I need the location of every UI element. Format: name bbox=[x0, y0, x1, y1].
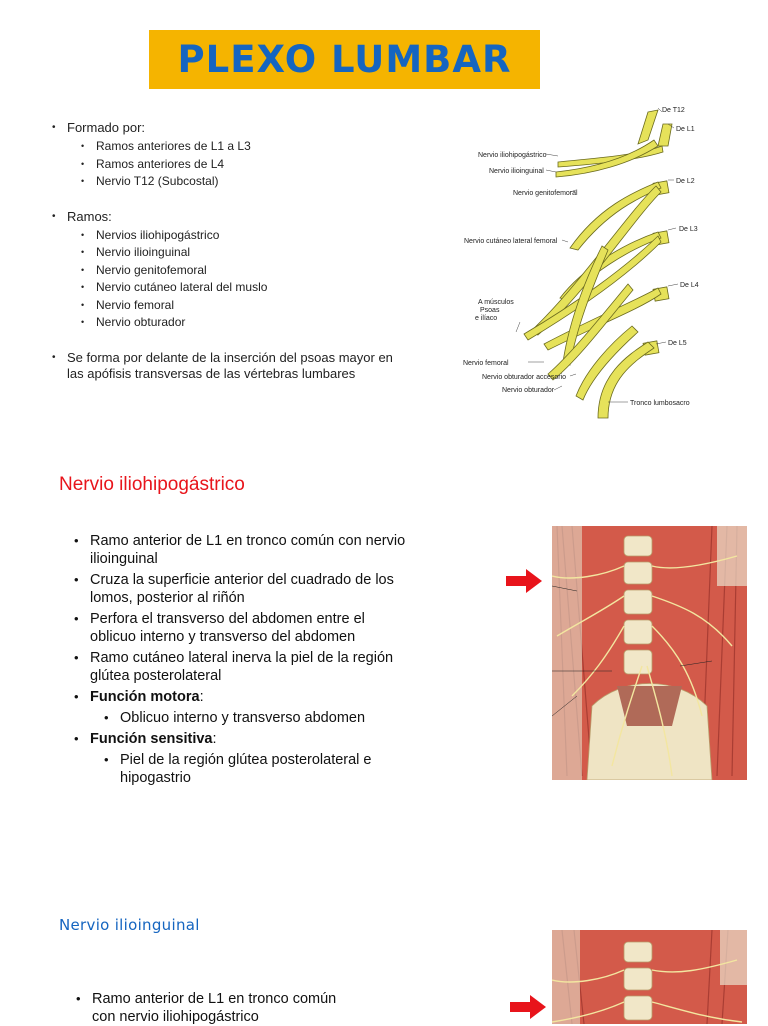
list-item: • Nervio femoral bbox=[81, 297, 442, 315]
iliohypogastric-bullets bbox=[74, 532, 454, 787]
motor-label: Función motora bbox=[90, 689, 200, 705]
anatomy-illustration bbox=[552, 526, 747, 780]
list-item: • Nervios iliohipogástrico bbox=[81, 227, 442, 245]
section-heading-iliohypogastric: Nervio iliohipogástrico bbox=[59, 474, 245, 495]
list-item bbox=[74, 649, 454, 685]
bullet-line: lomos, posterior al riñón bbox=[90, 590, 245, 606]
list-item: • Ramos anteriores de L4 bbox=[81, 156, 442, 174]
arrow-right-icon bbox=[506, 569, 542, 593]
bullet-line: Cruza la superficie anterior del cuadrado de los bbox=[90, 572, 394, 588]
section-heading-ilioinguinal: Nervio ilioinguinal bbox=[59, 916, 200, 934]
list-item bbox=[74, 571, 454, 607]
nerve-label: Nervio femoral bbox=[463, 360, 509, 367]
note-line: Se forma por delante de la inserción del psoas mayor en bbox=[67, 349, 393, 365]
list-item bbox=[74, 532, 454, 568]
formed-by-item bbox=[52, 120, 442, 191]
muscle-label: Psoas bbox=[480, 307, 500, 314]
list-item: • Nervio cutáneo lateral del muslo bbox=[81, 279, 442, 297]
level-label-t12: De T12 bbox=[662, 107, 685, 114]
bullet-line: Ramo anterior de L1 en tronco común bbox=[92, 991, 337, 1007]
formation-note bbox=[52, 350, 442, 382]
bullet-line: Ramo cutáneo lateral inerva la piel de la región bbox=[90, 650, 394, 666]
list-item: • Oblicuo interno y transverso abdomen bbox=[104, 709, 454, 727]
nerve-label: Nervio genitofemoral bbox=[513, 190, 578, 197]
bullet-line: glútea posterolateral bbox=[90, 668, 222, 684]
colon: : bbox=[212, 731, 217, 747]
bullet-line: ilioinguinal bbox=[90, 551, 158, 567]
lumbar-plexus-diagram bbox=[458, 100, 708, 425]
formed-by-label: Formado por: bbox=[67, 120, 146, 135]
arrow-right-icon bbox=[510, 995, 546, 1019]
list-item: • Nervio genitofemoral bbox=[81, 262, 442, 280]
muscle-label: e ilíaco bbox=[475, 315, 498, 322]
level-label-l3: De L3 bbox=[679, 226, 698, 233]
list-item bbox=[76, 990, 436, 1026]
nerve-label: Nervio ilioinguinal bbox=[489, 168, 544, 175]
level-label-l2: De L2 bbox=[676, 178, 695, 185]
bullet-line: con nervio iliohipogástrico bbox=[92, 1009, 259, 1025]
level-label-l4: De L4 bbox=[680, 282, 699, 289]
bullet-line: oblicuo interno y transverso del abdomen bbox=[90, 629, 356, 645]
nerve-label: Nervio cutáneo lateral femoral bbox=[464, 238, 558, 245]
list-item bbox=[74, 610, 454, 646]
anatomy-illustration bbox=[552, 930, 747, 1024]
nerve-label: Nervio obturador bbox=[502, 387, 555, 394]
bullet-line: Ramo anterior de L1 en tronco común con nervio bbox=[90, 533, 406, 549]
sensory-label: Función sensitiva bbox=[90, 731, 213, 747]
sensory-function-item bbox=[74, 730, 454, 787]
list-item: • Ramos anteriores de L1 a L3 bbox=[81, 138, 442, 156]
level-label-l1: De L1 bbox=[676, 126, 695, 133]
nerve-label: Tronco lumbosacro bbox=[630, 400, 690, 407]
title-banner bbox=[149, 30, 540, 89]
motor-function-item bbox=[74, 688, 454, 727]
branches-label: Ramos: bbox=[67, 208, 112, 224]
list-item: • Nervio ilioinguinal bbox=[81, 244, 442, 262]
colon: : bbox=[199, 689, 204, 705]
nerve-label: Nervio obturador accesorio bbox=[482, 374, 567, 381]
note-line: las apófisis transversas de las vértebras lumbares bbox=[67, 365, 356, 381]
page-title: PLEXO LUMBAR bbox=[177, 38, 512, 81]
bullet-line: hipogastrio bbox=[120, 770, 191, 786]
list-item: • Nervio T12 (Subcostal) bbox=[81, 173, 442, 191]
list-item: • Nervio obturador bbox=[81, 314, 442, 332]
plexus-description bbox=[52, 120, 442, 382]
list-item bbox=[104, 751, 454, 787]
level-label-l5: De L5 bbox=[668, 340, 687, 347]
bullet-line: Piel de la región glútea posterolateral e bbox=[120, 752, 372, 768]
ilioinguinal-bullets bbox=[76, 990, 436, 1026]
muscle-label: A músculos bbox=[478, 299, 514, 306]
branches-item bbox=[52, 209, 442, 332]
nerve-label: Nervio iliohipogástrico bbox=[478, 152, 547, 159]
bullet-line: Perfora el transverso del abdomen entre el bbox=[90, 611, 365, 627]
